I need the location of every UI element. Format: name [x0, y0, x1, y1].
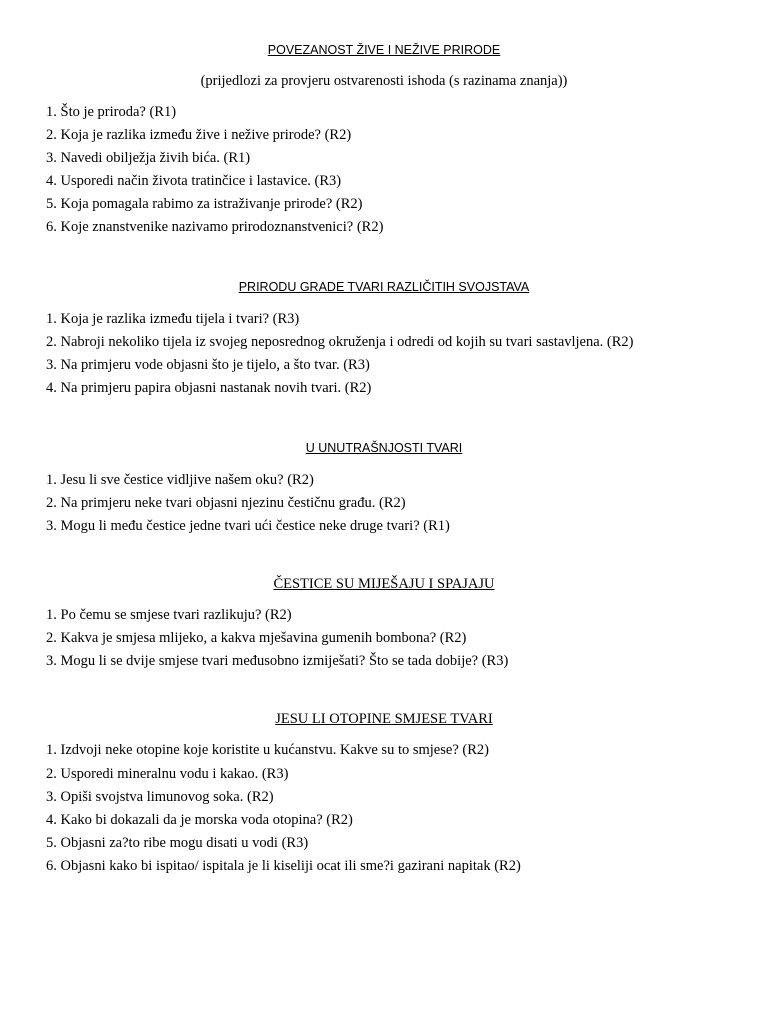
question: 1. Koja je razlika između tijela i tvari? (R3) — [46, 311, 300, 327]
question: 2. Na primjeru neke tvari objasni njezinu čestičnu građu. (R2) — [46, 495, 406, 511]
question: 5. Objasni za?to ribe mogu disati u vodi (R3) — [46, 835, 309, 851]
question: 1. Izdvoji neke otopine koje koristite u kućanstvu. Kakve su to smjese? (R2) — [46, 742, 489, 758]
section-title: U UNUTRAŠNJOSTI TVARI — [305, 441, 463, 455]
question: 6. Objasni kako bi ispitao/ ispitala je li kiseliji ocat ili sme?i gazirani napitak (R2) — [46, 858, 521, 874]
question: 3. Na primjeru vode objasni što je tijelo, a što tvar. (R3) — [46, 357, 370, 373]
section-title: PRIRODU GRADE TVARI RAZLIČITIH SVOJSTAVA — [238, 280, 530, 294]
question: 1. Jesu li sve čestice vidljive našem oku? (R2) — [46, 472, 314, 488]
question: 6. Koje znanstvenike nazivamo prirodoznanstvenici? (R2) — [46, 219, 384, 235]
question: 4. Na primjeru papira objasni nastanak novih tvari. (R2) — [46, 380, 372, 396]
question: 1. Što je priroda? (R1) — [46, 104, 177, 120]
section-title: JESU LI OTOPINE SMJESE TVARI — [275, 711, 493, 727]
question: 1. Po čemu se smjese tvari razlikuju? (R2) — [46, 607, 292, 623]
question: 4. Usporedi način života tratinčice i lastavice. (R3) — [46, 173, 342, 189]
section-title: ČESTICE SU MIJEŠAJU I SPAJAJU — [273, 576, 495, 592]
question: 3. Mogu li među čestice jedne tvari ući čestice neke druge tvari? (R1) — [46, 518, 450, 534]
question: 3. Navedi obilježja živih bića. (R1) — [46, 150, 251, 166]
question: 2. Koja je razlika između žive i nežive prirode? (R2) — [46, 127, 352, 143]
question: 4. Kako bi dokazali da je morska voda otopina? (R2) — [46, 812, 353, 828]
question: 3. Mogu li se dvije smjese tvari međusobno izmiješati? Što se tada dobije? (R3) — [46, 653, 509, 669]
section-subtitle: (prijedlozi za provjeru ostvarenosti ishoda (s razinama znanja)) — [200, 73, 568, 89]
question: 5. Koja pomagala rabimo za istraživanje prirode? (R2) — [46, 196, 363, 212]
question: 2. Nabroji nekoliko tijela iz svojeg neposrednog okruženja i odredi od kojih su tvari sastavljena. (R2) — [46, 334, 634, 350]
section-title: POVEZANOST ŽIVE I NEŽIVE PRIRODE — [267, 43, 501, 57]
question: 3. Opiši svojstva limunovog soka. (R2) — [46, 789, 274, 805]
question: 2. Usporedi mineralnu vodu i kakao. (R3) — [46, 766, 289, 782]
question: 2. Kakva je smjesa mlijeko, a kakva mješavina gumenih bombona? (R2) — [46, 630, 467, 646]
